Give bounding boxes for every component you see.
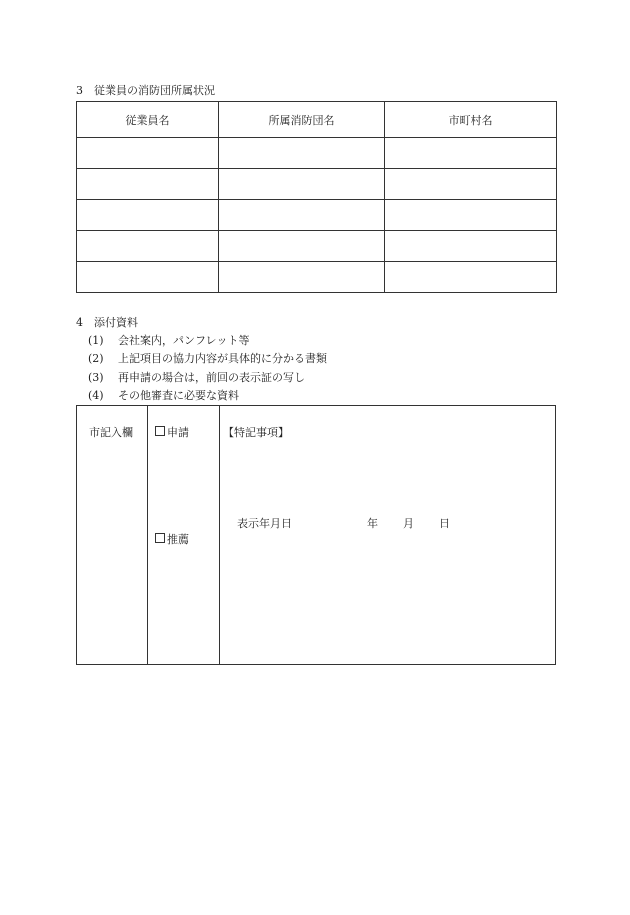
recommend-option-label: 推薦 [167, 533, 189, 546]
display-date-label: 表示年月日 [237, 517, 292, 530]
attachment-item-number: (3) [88, 371, 104, 384]
cell-employee-name[interactable] [77, 200, 219, 231]
employee-fire-brigade-table [76, 101, 557, 293]
table-header-row [77, 102, 557, 138]
apply-option[interactable] [155, 424, 189, 440]
day-label: 日 [439, 517, 450, 530]
recommend-option[interactable] [155, 531, 189, 547]
section-3-heading [76, 84, 215, 98]
special-notes-title: 【特記事項】 [223, 426, 289, 439]
header-employee-name: 従業員名 [77, 102, 219, 138]
cell-employee-name[interactable] [77, 169, 219, 200]
attachment-item [88, 352, 327, 366]
cell-fire-brigade-name[interactable] [219, 138, 385, 169]
cell-fire-brigade-name[interactable] [219, 200, 385, 231]
apply-checkbox[interactable] [155, 426, 165, 436]
attachment-item-number: (2) [88, 352, 104, 365]
table-row [77, 262, 557, 293]
header-municipality-name: 市町村名 [385, 102, 557, 138]
cell-municipality-name[interactable] [385, 262, 557, 293]
table-row [77, 231, 557, 262]
cell-municipality-name[interactable] [385, 138, 557, 169]
attachment-item-number: (4) [88, 389, 104, 402]
attachment-item-text: 上記項目の協力内容が具体的に分かる書類 [118, 352, 327, 365]
cell-municipality-name[interactable] [385, 200, 557, 231]
cell-fire-brigade-name[interactable] [219, 231, 385, 262]
section-3-number: 3 [76, 84, 83, 97]
header-fire-brigade-name: 所属消防団名 [219, 102, 385, 138]
attachment-item-text: その他審査に必要な資料 [118, 389, 239, 402]
attachment-item [88, 389, 239, 403]
office-use-box [76, 405, 556, 665]
attachment-item-number: (1) [88, 334, 104, 347]
office-use-label: 市記入欄 [89, 426, 133, 439]
section-4-title: 添付資料 [94, 316, 138, 329]
month-label: 月 [403, 517, 414, 530]
column-divider [219, 406, 220, 664]
recommend-checkbox[interactable] [155, 533, 165, 543]
cell-municipality-name[interactable] [385, 169, 557, 200]
year-label: 年 [367, 517, 378, 530]
cell-employee-name[interactable] [77, 231, 219, 262]
cell-employee-name[interactable] [77, 262, 219, 293]
table-row [77, 169, 557, 200]
attachment-item-text: 再申請の場合は，前回の表示証の写し [118, 371, 305, 384]
section-4-number: 4 [76, 316, 83, 329]
table-row [77, 138, 557, 169]
cell-employee-name[interactable] [77, 138, 219, 169]
column-divider [147, 406, 148, 664]
section-3-title: 従業員の消防団所属状況 [94, 84, 215, 97]
section-4-heading [76, 316, 138, 330]
cell-municipality-name[interactable] [385, 231, 557, 262]
cell-fire-brigade-name[interactable] [219, 169, 385, 200]
table-row [77, 200, 557, 231]
attachment-item [88, 334, 249, 348]
cell-fire-brigade-name[interactable] [219, 262, 385, 293]
attachment-item [88, 371, 305, 385]
attachment-item-text: 会社案内，パンフレット等 [118, 334, 250, 347]
apply-option-label: 申請 [167, 426, 189, 439]
